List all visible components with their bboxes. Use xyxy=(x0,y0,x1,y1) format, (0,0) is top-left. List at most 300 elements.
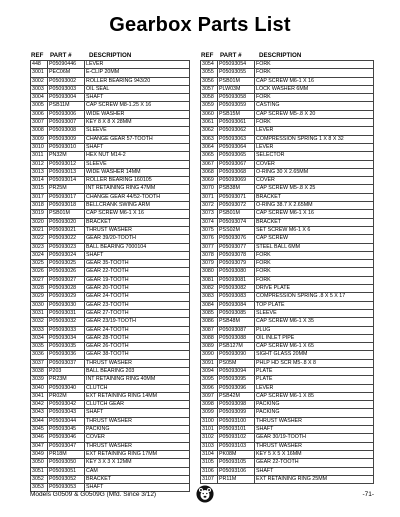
description-cell: SLEEVE xyxy=(85,127,190,135)
part-number-cell: P05093006 xyxy=(48,110,85,118)
table-row xyxy=(31,351,190,359)
description-cell: INT RETAINING RING 47MM xyxy=(85,185,190,193)
table-row xyxy=(31,475,190,483)
table-row xyxy=(201,309,374,317)
ref-cell: 3004 xyxy=(31,94,48,102)
table-row xyxy=(201,143,374,151)
description-cell: BELLCRANK SWING ARM xyxy=(85,202,190,210)
table-row xyxy=(31,434,190,442)
ref-cell: 3017 xyxy=(31,193,48,201)
ref-cell: 3042 xyxy=(31,401,48,409)
table-row xyxy=(201,251,374,259)
part-number-cell: P05093096 xyxy=(218,384,255,392)
table-row xyxy=(31,185,190,193)
part-number-cell: P05093085 xyxy=(218,309,255,317)
ref-cell: 3078 xyxy=(201,251,218,259)
ref-cell: 3007 xyxy=(31,119,48,127)
table-row xyxy=(31,409,190,417)
ref-cell: 3028 xyxy=(31,285,48,293)
model-text: Models G0509 & G0509G (Mfd. Since 3/12) xyxy=(30,491,157,498)
ref-cell: 3070 xyxy=(201,185,218,193)
table-row xyxy=(31,119,190,127)
ref-cell: 3034 xyxy=(31,334,48,342)
part-number-cell: P05093023 xyxy=(48,243,85,251)
description-cell: FORK xyxy=(255,276,374,284)
ref-cell: 3018 xyxy=(31,202,48,210)
ref-cell: 3036 xyxy=(31,351,48,359)
table-row xyxy=(201,119,374,127)
part-number-cell: PEC06M xyxy=(48,69,85,77)
ref-cell: 3105 xyxy=(201,459,218,467)
table-row xyxy=(201,235,374,243)
part-number-cell: PSB15M xyxy=(218,110,255,118)
part-number-cell: P05093065 xyxy=(218,152,255,160)
table-row xyxy=(201,193,374,201)
ref-cell: 3104 xyxy=(201,450,218,458)
description-cell: CAP SCREW M5-.8 X 25 xyxy=(255,185,374,193)
ref-cell: 3073 xyxy=(201,210,218,218)
part-number-cell: P05093021 xyxy=(48,226,85,234)
table-row xyxy=(31,384,190,392)
part-number-cell: P05093077 xyxy=(218,243,255,251)
table-row xyxy=(31,426,190,434)
description-cell: GEAR 39/20-TOOTH xyxy=(85,235,190,243)
part-number-cell: P05093072 xyxy=(218,202,255,210)
table-row xyxy=(201,127,374,135)
ref-cell: 3060 xyxy=(201,110,218,118)
description-cell: O-RING 30 X 2.65MM xyxy=(255,168,374,176)
part-number-cell: P05093044 xyxy=(48,417,85,425)
table-row xyxy=(201,343,374,351)
part-number-cell: P05093024 xyxy=(48,251,85,259)
table-row xyxy=(201,218,374,226)
ref-cell: 3025 xyxy=(31,260,48,268)
table-row xyxy=(201,226,374,234)
header-part: PART # xyxy=(220,52,242,59)
ref-cell: 3044 xyxy=(31,417,48,425)
description-cell: THRUST WASHER xyxy=(85,442,190,450)
ref-cell: 3091 xyxy=(201,359,218,367)
table-row xyxy=(31,135,190,143)
table-row xyxy=(31,177,190,185)
part-number-cell: P05093074 xyxy=(218,218,255,226)
part-number-cell: P05093026 xyxy=(48,268,85,276)
part-number-cell: P05093101 xyxy=(218,426,255,434)
ref-cell: 3097 xyxy=(201,392,218,400)
description-cell: WIDE WASHER xyxy=(85,110,190,118)
ref-cell: 3021 xyxy=(31,226,48,234)
part-number-cell: P05093061 xyxy=(218,119,255,127)
part-number-cell: P05093071 xyxy=(218,193,255,201)
description-cell: GEAR 28-TOOTH xyxy=(85,334,190,342)
description-cell: CLUTCH GEAR xyxy=(85,401,190,409)
part-number-cell: P05093095 xyxy=(218,376,255,384)
description-cell: PLATE xyxy=(255,376,374,384)
table-row xyxy=(31,193,190,201)
ref-cell: 3022 xyxy=(31,235,48,243)
part-number-cell: P05093053 xyxy=(48,484,85,492)
description-cell: TOP PLATE xyxy=(255,301,374,309)
page-title: Gearbox Parts List xyxy=(109,14,291,36)
part-number-cell: P05093069 xyxy=(218,177,255,185)
table-row xyxy=(201,94,374,102)
ref-cell: 3013 xyxy=(31,168,48,176)
ref-cell: 3003 xyxy=(31,85,48,93)
table-row xyxy=(201,434,374,442)
part-number-cell: PSB42M xyxy=(218,392,255,400)
part-number-cell: P05093058 xyxy=(218,94,255,102)
table-row xyxy=(201,69,374,77)
ref-cell: 3014 xyxy=(31,177,48,185)
table-row xyxy=(31,218,190,226)
table-row xyxy=(31,243,190,251)
ref-cell: 3040 xyxy=(31,384,48,392)
description-cell: E-CLIP 20MM xyxy=(85,69,190,77)
description-cell: BRACKET xyxy=(85,218,190,226)
table-row xyxy=(31,285,190,293)
table-row xyxy=(31,77,190,85)
ref-cell: 3029 xyxy=(31,293,48,301)
description-cell: KEY 5 X 5 X 16MM xyxy=(255,450,374,458)
part-number-cell: P05093084 xyxy=(218,301,255,309)
description-cell: PLUG xyxy=(255,326,374,334)
ref-cell: 3039 xyxy=(31,376,48,384)
table-row xyxy=(31,301,190,309)
table-row xyxy=(31,334,190,342)
description-cell: OIL SEAL xyxy=(85,85,190,93)
description-cell: PACKING xyxy=(255,409,374,417)
description-cell: EXT RETAINING RING 25MM xyxy=(255,475,374,483)
table-row xyxy=(31,226,190,234)
ref-cell: 3032 xyxy=(31,318,48,326)
ref-cell: 3043 xyxy=(31,409,48,417)
table-row xyxy=(201,376,374,384)
ref-cell: 3096 xyxy=(201,384,218,392)
description-cell: BRACKET xyxy=(255,193,374,201)
table-row xyxy=(201,285,374,293)
part-number-cell: P05093094 xyxy=(218,367,255,375)
ref-cell: 3083 xyxy=(201,293,218,301)
part-number-cell: P05093032 xyxy=(48,318,85,326)
description-cell: CAP SCREW xyxy=(255,235,374,243)
part-number-cell: P05093013 xyxy=(48,168,85,176)
table-row xyxy=(31,343,190,351)
table-row xyxy=(31,202,190,210)
description-cell: HEX NUT M14-2 xyxy=(85,152,190,160)
ref-cell: 3076 xyxy=(201,235,218,243)
part-number-cell: P05093014 xyxy=(48,177,85,185)
table-row xyxy=(201,210,374,218)
table-row xyxy=(31,235,190,243)
description-cell: GEAR 23/19-TOOTH xyxy=(85,318,190,326)
part-number-cell: PSB38M xyxy=(218,185,255,193)
description-cell: CHANGE GEAR 44/52-TOOTH xyxy=(85,193,190,201)
description-cell: ROLLER BEARING 160105 xyxy=(85,177,190,185)
header-description: DESCRIPTION xyxy=(259,52,302,59)
table-row xyxy=(31,376,190,384)
table-row xyxy=(31,450,190,458)
description-cell: LOCK WASHER 6MM xyxy=(255,85,374,93)
table-row xyxy=(201,367,374,375)
ref-cell: 3061 xyxy=(201,119,218,127)
ref-cell: 3080 xyxy=(201,268,218,276)
description-cell: FORK xyxy=(255,69,374,77)
description-cell: CAP SCREW M5-.8 X 20 xyxy=(255,110,374,118)
description-cell: COMPRESSION SPRING .8 X 5 X 17 xyxy=(255,293,374,301)
description-cell: PACKING xyxy=(255,401,374,409)
part-number-cell: P05093004 xyxy=(48,94,85,102)
description-cell: OIL INLET PIPE xyxy=(255,334,374,342)
part-number-cell: P05093037 xyxy=(48,359,85,367)
header-description: DESCRIPTION xyxy=(89,52,132,59)
ref-cell: 3053 xyxy=(31,484,48,492)
ref-cell: 3102 xyxy=(201,434,218,442)
part-number-cell: P05093022 xyxy=(48,235,85,243)
table-row xyxy=(201,318,374,326)
description-cell: GEAR 22-TOOTH xyxy=(255,459,374,467)
ref-cell: 3045 xyxy=(31,426,48,434)
part-number-cell: P05093100 xyxy=(218,417,255,425)
part-number-cell: P05093050 xyxy=(48,459,85,467)
table-row xyxy=(201,359,374,367)
ref-cell: 448 xyxy=(31,61,48,69)
table-row xyxy=(31,318,190,326)
ref-cell: 3087 xyxy=(201,326,218,334)
table-row xyxy=(201,384,374,392)
ref-cell: 3051 xyxy=(31,467,48,475)
table-row xyxy=(201,85,374,93)
part-number-cell: P05093007 xyxy=(48,119,85,127)
part-number-cell: P05093083 xyxy=(218,293,255,301)
part-number-cell: P05093081 xyxy=(218,276,255,284)
description-cell: CLUTCH xyxy=(85,384,190,392)
table-row xyxy=(31,268,190,276)
part-number-cell: PK08M xyxy=(218,450,255,458)
parts-table-right xyxy=(200,60,374,484)
ref-cell: 3075 xyxy=(201,226,218,234)
description-cell: KEY 3 X 3 X 12MM xyxy=(85,459,190,467)
ref-cell: 3008 xyxy=(31,127,48,135)
ref-cell: 3088 xyxy=(201,334,218,342)
table-row xyxy=(201,260,374,268)
table-row xyxy=(201,459,374,467)
table-row xyxy=(31,367,190,375)
part-number-cell: PSB01M xyxy=(218,77,255,85)
description-cell: GEAR 24-TOOTH xyxy=(85,326,190,334)
ref-cell: 3038 xyxy=(31,367,48,375)
part-number-cell: P05093079 xyxy=(218,260,255,268)
table-row xyxy=(31,102,190,110)
ref-cell: 3069 xyxy=(201,177,218,185)
ref-cell: 3065 xyxy=(201,152,218,160)
ref-cell: 3095 xyxy=(201,376,218,384)
header-ref: REF xyxy=(201,52,214,59)
description-cell: FORK xyxy=(255,251,374,259)
ref-cell: 3057 xyxy=(201,85,218,93)
table-row xyxy=(31,276,190,284)
part-number-cell: PSB11M xyxy=(48,102,85,110)
part-number-cell: P203 xyxy=(48,367,85,375)
part-number-cell: P05093087 xyxy=(218,326,255,334)
table-row xyxy=(201,177,374,185)
part-number-cell: PSS02M xyxy=(218,226,255,234)
table-row xyxy=(201,450,374,458)
description-cell: GEAR 26-TOOTH xyxy=(85,343,190,351)
part-number-cell: P05093033 xyxy=(48,326,85,334)
description-cell: ROLLER BEARING 943/20 xyxy=(85,77,190,85)
description-cell: LEVER xyxy=(85,61,190,69)
table-row xyxy=(201,135,374,143)
description-cell: FORK xyxy=(255,94,374,102)
description-cell: INT RETAINING RING 40MM xyxy=(85,376,190,384)
table-row xyxy=(31,260,190,268)
part-number-cell: P05093052 xyxy=(48,475,85,483)
table-row xyxy=(31,401,190,409)
ref-cell: 3084 xyxy=(201,301,218,309)
ref-cell: 3011 xyxy=(31,152,48,160)
table-row xyxy=(201,243,374,251)
table-row xyxy=(31,359,190,367)
description-cell: CAM xyxy=(85,467,190,475)
part-number-cell: P05093028 xyxy=(48,285,85,293)
part-number-cell: P05093012 xyxy=(48,160,85,168)
table-row xyxy=(201,442,374,450)
ref-cell: 3067 xyxy=(201,160,218,168)
part-number-cell: P05093099 xyxy=(218,409,255,417)
description-cell: SHAFT xyxy=(85,94,190,102)
ref-cell: 3106 xyxy=(201,467,218,475)
part-number-cell: P05093036 xyxy=(48,351,85,359)
part-number-cell: P05093010 xyxy=(48,143,85,151)
part-number-cell: P05093002 xyxy=(48,77,85,85)
part-number-cell: P05093080 xyxy=(218,268,255,276)
table-row xyxy=(31,309,190,317)
ref-cell: 3068 xyxy=(201,168,218,176)
ref-cell: 3024 xyxy=(31,251,48,259)
description-cell: SHAFT xyxy=(85,143,190,151)
ref-cell: 3049 xyxy=(31,450,48,458)
part-number-cell: PSB48M xyxy=(218,318,255,326)
ref-cell: 3009 xyxy=(31,135,48,143)
part-number-cell: P05093054 xyxy=(218,61,255,69)
description-cell: FORK xyxy=(255,119,374,127)
description-cell: THRUST WASHER xyxy=(85,226,190,234)
part-number-cell: P05093046 xyxy=(48,434,85,442)
ref-cell: 3012 xyxy=(31,160,48,168)
description-cell: SET SCREW M6-1 X 6 xyxy=(255,226,374,234)
ref-cell: 3079 xyxy=(201,260,218,268)
table-row xyxy=(201,110,374,118)
part-number-cell: P05093055 xyxy=(218,69,255,77)
header-ref: REF xyxy=(31,52,44,59)
description-cell: THRUST WASHER xyxy=(255,442,374,450)
ref-cell: 3033 xyxy=(31,326,48,334)
part-number-cell: P05093078 xyxy=(218,251,255,259)
part-number-cell: P05093098 xyxy=(218,401,255,409)
part-number-cell: PS05M xyxy=(218,359,255,367)
table-row xyxy=(201,392,374,400)
part-number-cell: P05093009 xyxy=(48,135,85,143)
part-number-cell: P05093047 xyxy=(48,442,85,450)
description-cell: PLATE xyxy=(255,367,374,375)
table-row xyxy=(201,409,374,417)
table-row xyxy=(201,301,374,309)
description-cell: GEAR 22-TOOTH xyxy=(85,268,190,276)
table-header xyxy=(30,48,190,60)
description-cell: WIDE WASHER 14MM xyxy=(85,168,190,176)
ref-cell: 3100 xyxy=(201,417,218,425)
part-number-cell: P05093027 xyxy=(48,276,85,284)
table-row xyxy=(201,152,374,160)
part-number-cell: PSB01M xyxy=(218,210,255,218)
ref-cell: 3082 xyxy=(201,285,218,293)
table-row xyxy=(201,77,374,85)
description-cell: COVER xyxy=(255,177,374,185)
ref-cell: 3015 xyxy=(31,185,48,193)
ref-cell: 3037 xyxy=(31,359,48,367)
ref-cell: 3020 xyxy=(31,218,48,226)
description-cell: THRUST WASHER xyxy=(255,417,374,425)
table-row xyxy=(31,442,190,450)
ref-cell: 3005 xyxy=(31,102,48,110)
part-number-cell: P05093031 xyxy=(48,309,85,317)
description-cell: CAP SCREW M8-1.25 X 16 xyxy=(85,102,190,110)
part-number-cell: P05093040 xyxy=(48,384,85,392)
header-part: PART # xyxy=(50,52,72,59)
description-cell: CAP SCREW M6-1 X 85 xyxy=(255,392,374,400)
description-cell: CAP SCREW M6-1 X 16 xyxy=(85,210,190,218)
description-cell: GEAR 20-TOOTH xyxy=(85,285,190,293)
part-number-cell: P05093042 xyxy=(48,401,85,409)
part-number-cell: P05093030 xyxy=(48,301,85,309)
ref-cell: 3107 xyxy=(201,475,218,483)
table-row xyxy=(31,417,190,425)
part-number-cell: P05093062 xyxy=(218,127,255,135)
table-row xyxy=(201,475,374,483)
table-row xyxy=(31,459,190,467)
ref-cell: 3086 xyxy=(201,318,218,326)
ref-cell: 3052 xyxy=(31,475,48,483)
ref-cell: 3085 xyxy=(201,309,218,317)
ref-cell: 3023 xyxy=(31,243,48,251)
table-row xyxy=(201,168,374,176)
part-number-cell: P05093018 xyxy=(48,202,85,210)
part-number-cell: P05093082 xyxy=(218,285,255,293)
ref-cell: 3030 xyxy=(31,301,48,309)
ref-cell: 3035 xyxy=(31,343,48,351)
parts-table-left xyxy=(30,60,190,492)
description-cell: SIGHT GLASS 20MM xyxy=(255,351,374,359)
ref-cell: 3064 xyxy=(201,143,218,151)
description-cell: SHAFT xyxy=(85,409,190,417)
description-cell: FORK xyxy=(255,260,374,268)
part-number-cell: PR18M xyxy=(48,450,85,458)
description-cell: COVER xyxy=(85,434,190,442)
description-cell: SHAFT xyxy=(85,484,190,492)
part-number-cell: PR23M xyxy=(48,376,85,384)
table-row xyxy=(31,85,190,93)
table-row xyxy=(201,160,374,168)
part-number-cell: P05093017 xyxy=(48,193,85,201)
ref-cell: 3046 xyxy=(31,434,48,442)
description-cell: EXT RETAINING RING 17MM xyxy=(85,450,190,458)
part-number-cell: P05093008 xyxy=(48,127,85,135)
part-number-cell: P05093003 xyxy=(48,85,85,93)
table-row xyxy=(31,210,190,218)
parts-table-left-column xyxy=(30,48,190,492)
ref-cell: 3058 xyxy=(201,94,218,102)
ref-cell: 3010 xyxy=(31,143,48,151)
